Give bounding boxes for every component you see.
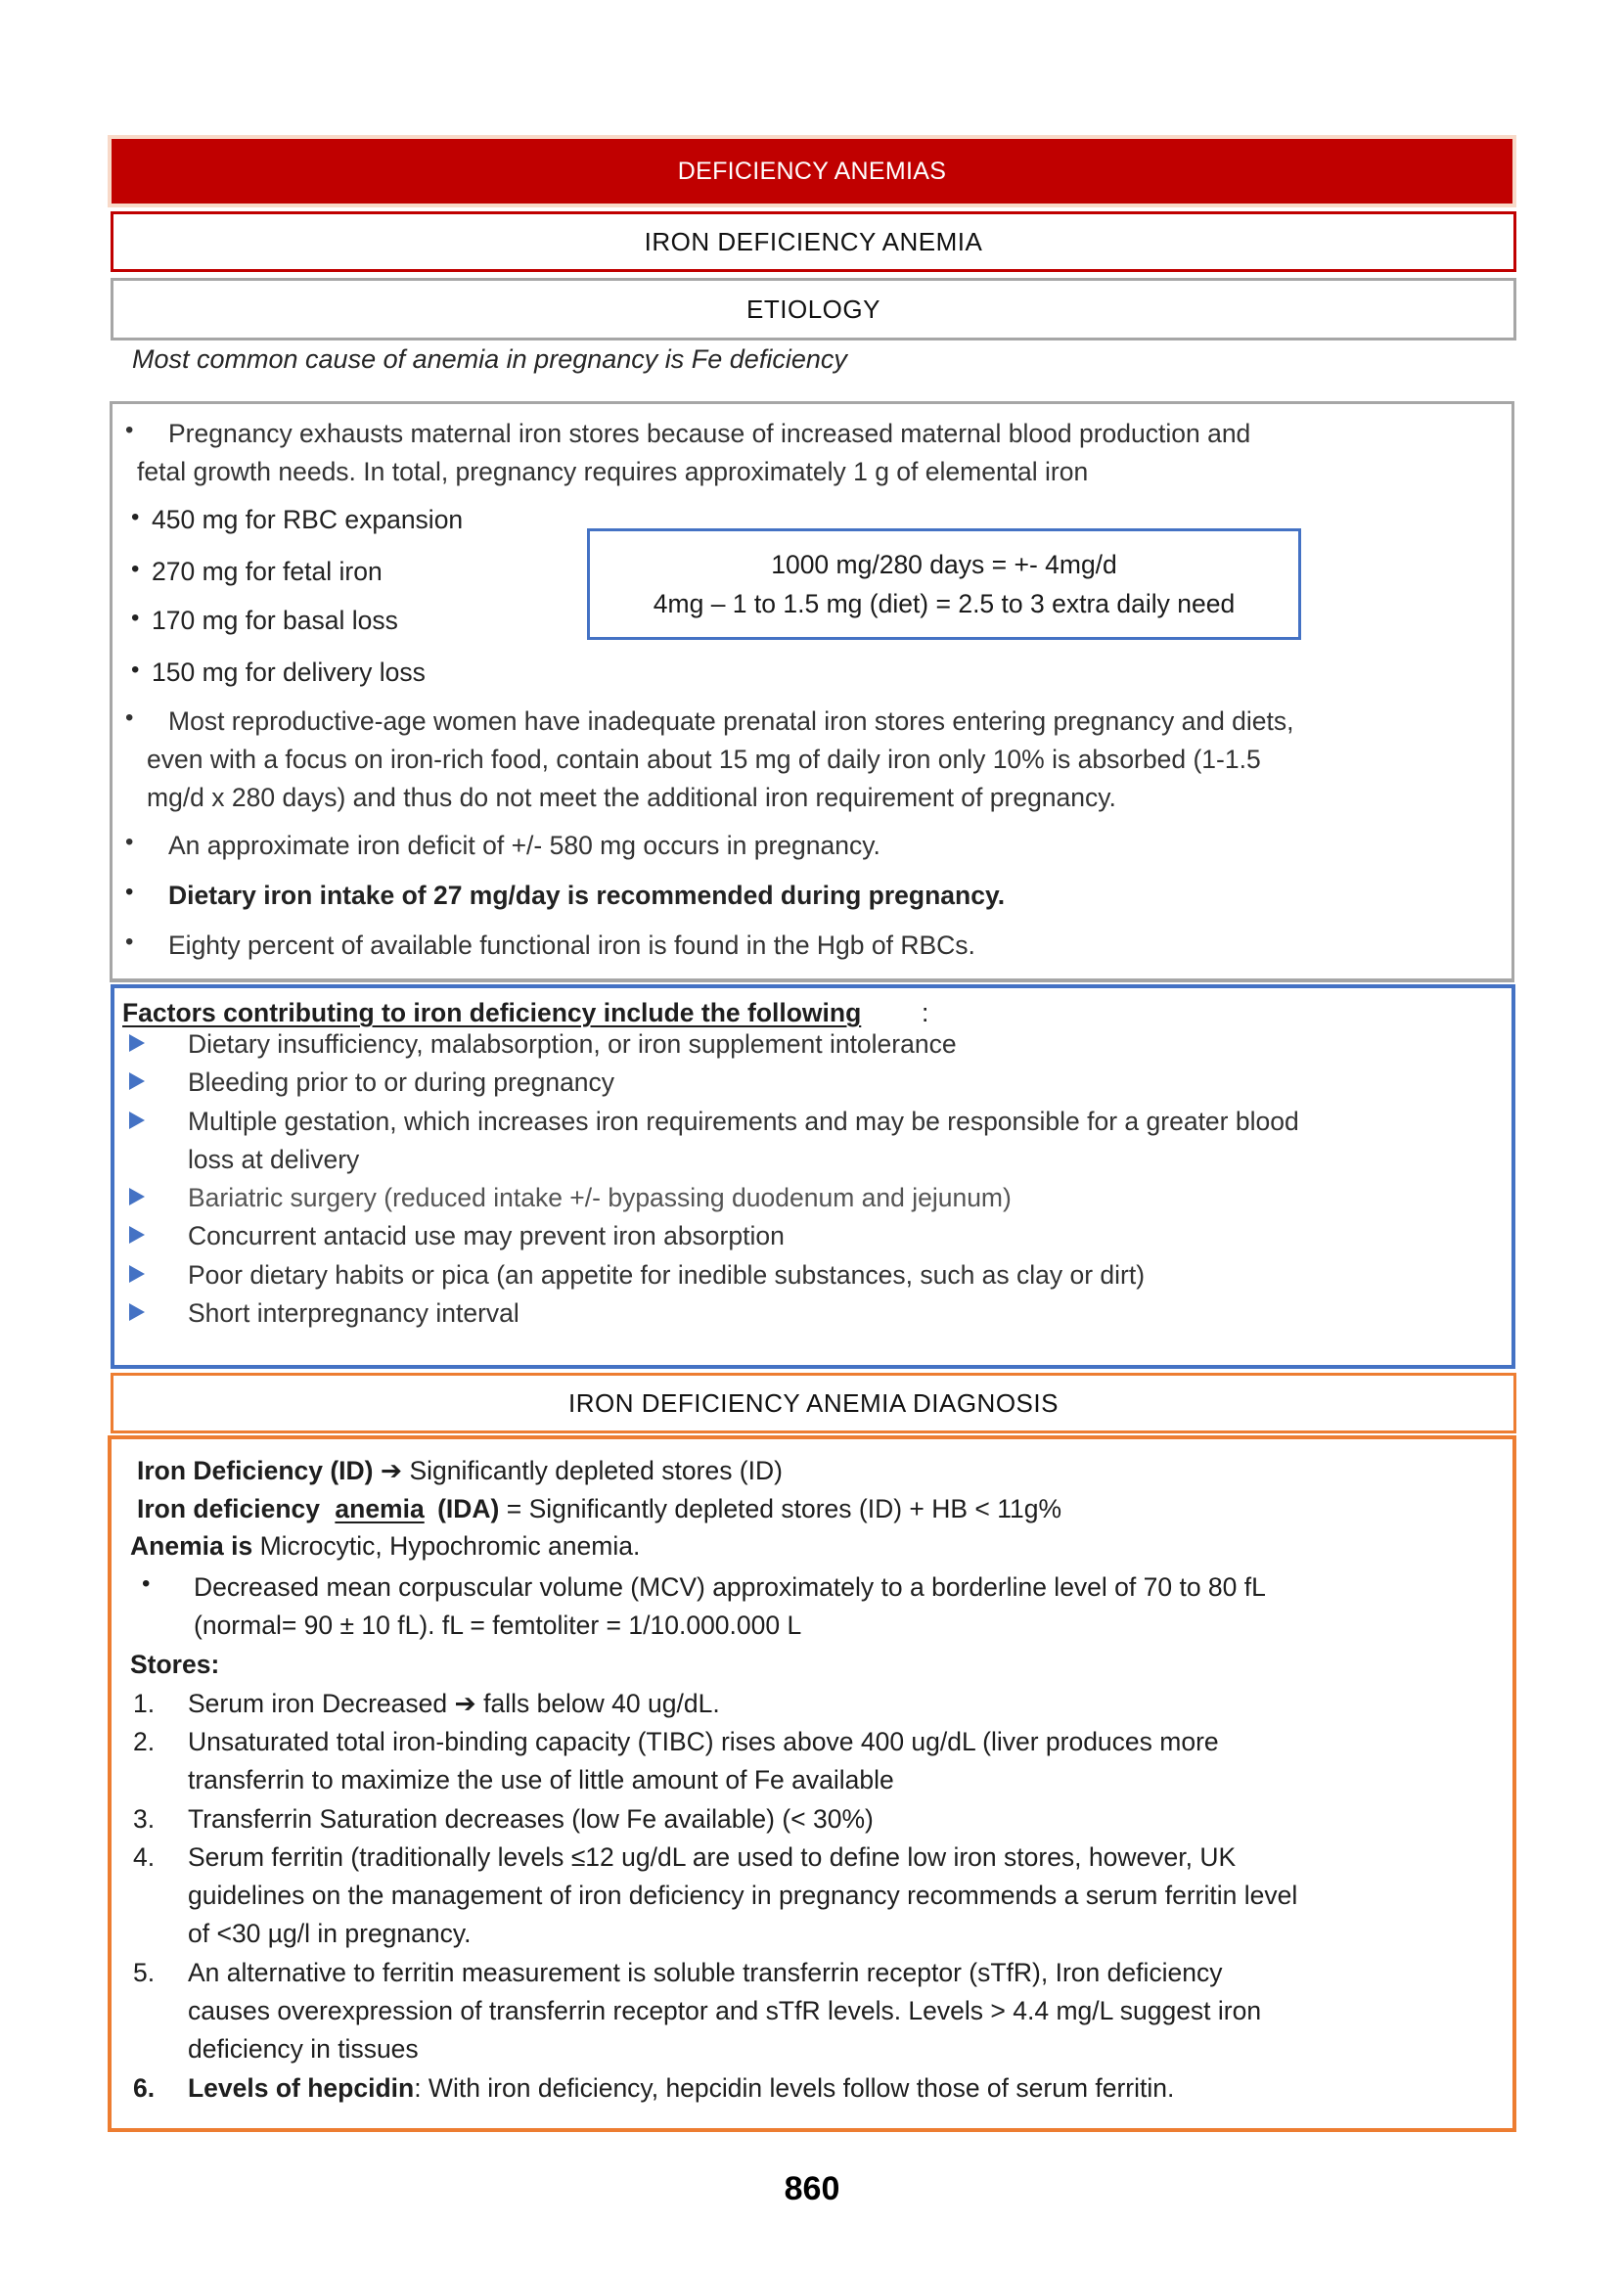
bullet-icon: • — [125, 704, 134, 731]
anemia-label: Anemia is — [130, 1531, 253, 1561]
factor-item: Concurrent antacid use may prevent iron absorption — [188, 1221, 785, 1250]
etiology-p2-line3: mg/d x 280 days) and thus do not meet the additional iron requirement of pregnancy. — [147, 783, 1116, 812]
stores-item-text: transferrin to maximize the use of little amount of Fe available — [188, 1765, 894, 1794]
ida-label-anemia: anemia — [335, 1494, 425, 1523]
diagnosis-header — [111, 1373, 1516, 1433]
anemia-text: Microcytic, Hypochromic anemia. — [252, 1531, 641, 1561]
stores-item-text: of <30 µg/l in pregnancy. — [188, 1919, 472, 1948]
etiology-title: ETIOLOGY — [746, 294, 880, 324]
triangle-bullet-icon — [129, 1188, 145, 1205]
bullet-icon: • — [125, 417, 134, 443]
anemia-type — [130, 1533, 640, 1560]
triangle-bullet-icon — [129, 1034, 145, 1052]
breakdown-item: 270 mg for fetal iron — [152, 557, 383, 586]
intro-statement: Most common cause of anemia in pregnancy is Fe deficiency — [132, 344, 847, 374]
stores-item-text: An alternative to ferritin measurement is soluble transferrin receptor (sTfR), Iron deficiency — [188, 1958, 1223, 1987]
factors-heading-colon: : — [922, 998, 929, 1027]
stores-item-serum-iron — [188, 1691, 720, 1717]
etiology-header — [111, 278, 1516, 340]
stores-item-text: deficiency in tissues — [188, 2034, 419, 2064]
diagnosis-title: IRON DEFICIENCY ANEMIA DIAGNOSIS — [568, 1387, 1059, 1418]
stores-item-text: guidelines on the management of iron deficiency in pregnancy recommends a serum ferritin level — [188, 1881, 1298, 1910]
bullet-icon: • — [125, 929, 134, 955]
chapter-header — [108, 135, 1516, 207]
stores-item-text: Serum iron Decreased — [188, 1689, 448, 1718]
ida-label-1: Iron deficiency — [137, 1494, 328, 1523]
bullet-icon: • — [131, 657, 140, 683]
id-text: Significantly depleted stores (ID) — [409, 1456, 783, 1485]
iron-deficiency-definition — [137, 1458, 783, 1484]
etiology-p5: Eighty percent of available functional iron is found in the Hgb of RBCs. — [168, 931, 975, 960]
stores-item-number: 1. — [133, 1689, 156, 1718]
factors-heading: Factors contributing to iron deficiency include the following — [122, 998, 862, 1027]
bullet-icon: • — [131, 556, 140, 582]
factor-item: Bleeding prior to or during pregnancy — [188, 1067, 615, 1097]
stores-item-text: falls below 40 ug/dL. — [483, 1689, 720, 1718]
triangle-bullet-icon — [129, 1265, 145, 1283]
etiology-p1-line2: fetal growth needs. In total, pregnancy requires approximately 1 g of elemental iron — [137, 457, 1089, 486]
formula-line-1: 1000 mg/280 days = +- 4mg/d — [771, 550, 1117, 579]
factor-item: Short interpregnancy interval — [188, 1298, 519, 1328]
iron-requirement-formula-box — [587, 528, 1301, 640]
bullet-icon: • — [131, 504, 140, 530]
bullet-icon: • — [125, 879, 134, 905]
triangle-bullet-icon — [129, 1226, 145, 1244]
stores-item-text: causes overexpression of transferrin receptor and sTfR levels. Levels > 4.4 mg/L suggest iron — [188, 1996, 1262, 2025]
stores-item-hepcidin — [188, 2075, 1174, 2102]
factor-item: Bariatric surgery (reduced intake +/- bypassing duodenum and jejunum) — [188, 1183, 1012, 1212]
arrow-right-icon: ➔ — [380, 1456, 403, 1485]
stores-item-number: 2. — [133, 1727, 156, 1756]
topic-title: IRON DEFICIENCY ANEMIA — [644, 226, 983, 256]
stores-item-number: 6. — [133, 2073, 156, 2103]
etiology-p1-line1: Pregnancy exhausts maternal iron stores because of increased maternal blood production and — [168, 419, 1251, 448]
etiology-p2-line1: Most reproductive-age women have inadequate prenatal iron stores entering pregnancy and diets, — [168, 706, 1294, 736]
etiology-p3: An approximate iron deficit of +/- 580 mg occurs in pregnancy. — [168, 831, 880, 860]
triangle-bullet-icon — [129, 1112, 145, 1129]
stores-heading: Stores: — [130, 1650, 220, 1679]
stores-item-text: Transferrin Saturation decreases (low Fe available) (< 30%) — [188, 1804, 874, 1834]
stores-item-text: Serum ferritin (traditionally levels ≤12 ug/dL are used to define low iron stores, however, UK — [188, 1842, 1237, 1872]
arrow-right-icon: ➔ — [454, 1689, 476, 1718]
triangle-bullet-icon — [129, 1072, 145, 1090]
stores-item-number: 3. — [133, 1804, 156, 1834]
ida-text: = Significantly depleted stores (ID) + HB < 11g% — [499, 1494, 1062, 1523]
ida-definition — [137, 1496, 1061, 1522]
bullet-icon: • — [131, 605, 140, 631]
page-number: 860 — [784, 2170, 840, 2207]
stores-item-number: 5. — [133, 1958, 156, 1987]
chapter-title: DEFICIENCY ANEMIAS — [677, 157, 947, 185]
factor-item: Multiple gestation, which increases iron requirements and may be responsible for a greater blood — [188, 1107, 1299, 1136]
breakdown-item: 450 mg for RBC expansion — [152, 505, 464, 534]
topic-header — [111, 211, 1516, 272]
mcv-line-2: (normal= 90 ± 10 fL). fL = femtoliter = 1/10.000.000 L — [194, 1611, 802, 1640]
bullet-icon: • — [125, 829, 134, 855]
mcv-line-1: Decreased mean corpuscular volume (MCV) approximately to a borderline level of 70 to 80 fL — [194, 1572, 1266, 1602]
stores-item-text: Unsaturated total iron-binding capacity (TIBC) rises above 400 ug/dL (liver produces more — [188, 1727, 1219, 1756]
hepcidin-label: Levels of hepcidin — [188, 2073, 415, 2103]
bullet-icon: • — [142, 1570, 151, 1597]
factor-item: Dietary insufficiency, malabsorption, or iron supplement intolerance — [188, 1029, 957, 1059]
stores-item-number: 4. — [133, 1842, 156, 1872]
factor-item-continuation: loss at delivery — [188, 1145, 360, 1174]
breakdown-item: 170 mg for basal loss — [152, 606, 398, 635]
formula-line-2: 4mg – 1 to 1.5 mg (diet) = 2.5 to 3 extra daily need — [653, 589, 1236, 618]
id-label: Iron Deficiency (ID) — [137, 1456, 374, 1485]
ida-label-3: (IDA) — [429, 1494, 500, 1523]
etiology-p2-line2: even with a focus on iron-rich food, contain about 15 mg of daily iron only 10% is absorbed (1-1.5 — [147, 745, 1261, 774]
triangle-bullet-icon — [129, 1303, 145, 1321]
breakdown-item: 150 mg for delivery loss — [152, 658, 426, 687]
stores-item-text: : With iron deficiency, hepcidin levels follow those of serum ferritin. — [414, 2073, 1175, 2103]
factor-item: Poor dietary habits or pica (an appetite for inedible substances, such as clay or dirt) — [188, 1260, 1146, 1290]
etiology-p4-recommendation: Dietary iron intake of 27 mg/day is recommended during pregnancy. — [168, 881, 1006, 910]
